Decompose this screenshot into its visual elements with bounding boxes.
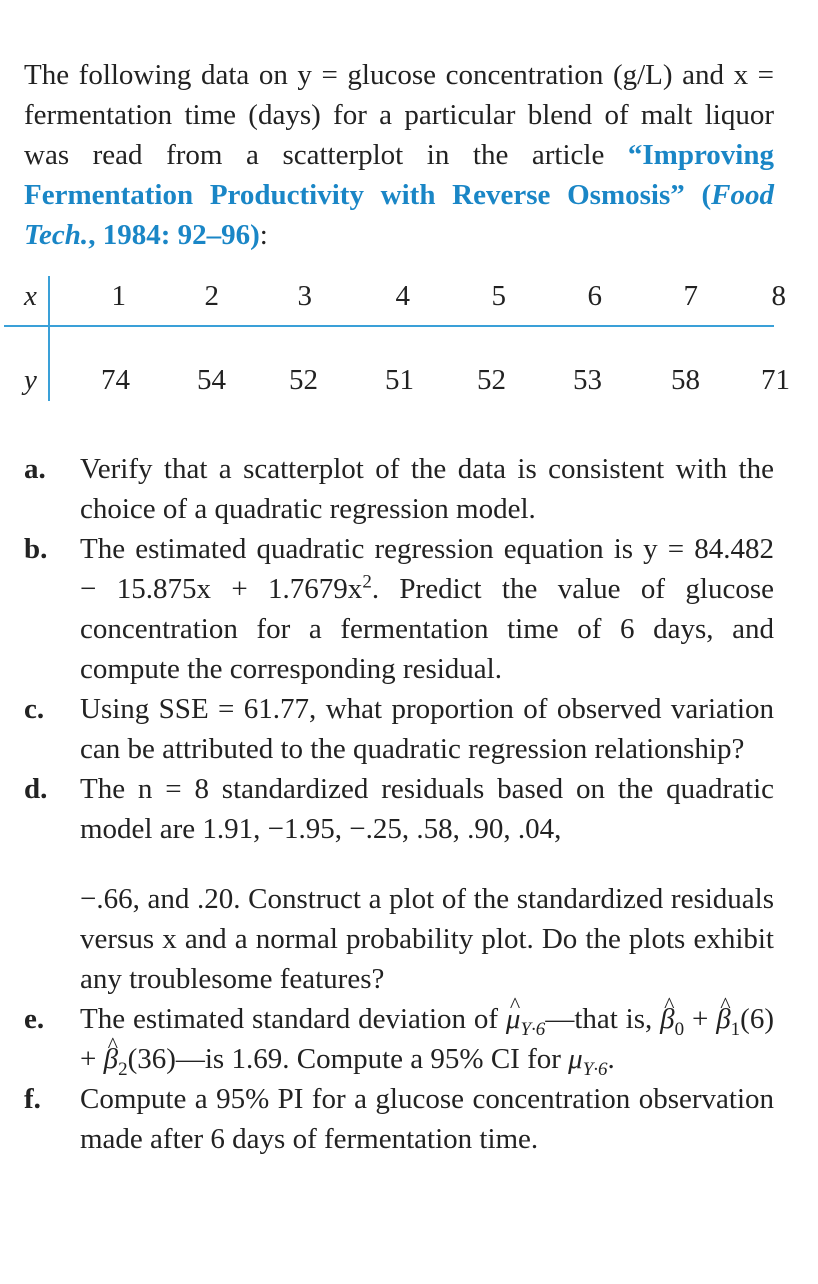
y-cell: 53 bbox=[573, 364, 602, 396]
y-cell: 52 bbox=[289, 364, 318, 396]
x-cell: 6 bbox=[587, 280, 602, 312]
beta-hat-symbol: ^ β bbox=[660, 999, 674, 1039]
citation-open: ( bbox=[684, 179, 712, 211]
spacer bbox=[80, 849, 774, 879]
question-marker: d. bbox=[24, 773, 48, 805]
question-c bbox=[24, 689, 774, 769]
beta-subscript: 1 bbox=[730, 1018, 741, 1040]
question-text: The estimated quadratic regression equation is y = 84.482 − 15.875x + 1.7679x bbox=[80, 533, 774, 605]
question-marker: e. bbox=[24, 1003, 45, 1035]
x-cell: 5 bbox=[491, 280, 506, 312]
y-cell: 51 bbox=[385, 364, 414, 396]
question-text: The estimated standard deviation of bbox=[80, 1003, 506, 1035]
question-marker: f. bbox=[24, 1083, 41, 1115]
beta-hat-symbol: ^ β bbox=[104, 1039, 118, 1079]
intro-colon: : bbox=[259, 219, 268, 251]
question-text-4: (36)—is 1.69. Compute a 95% CI for bbox=[127, 1043, 569, 1075]
question-text: Using SSE = 61.77, what proportion of observed variation can be attributed to the quadratic regression relationship? bbox=[80, 693, 774, 765]
beta-hat-symbol: ^ β bbox=[716, 999, 730, 1039]
table-divider-vertical bbox=[48, 276, 50, 401]
y-cell: 52 bbox=[477, 364, 506, 396]
mu-subscript: Y·6 bbox=[520, 1018, 546, 1040]
question-text: Compute a 95% PI for a glucose concentration observation made after 6 days of fermentation time. bbox=[80, 1083, 774, 1155]
y-cell: 54 bbox=[197, 364, 226, 396]
exponent: 2 bbox=[362, 571, 372, 593]
table-divider-horizontal bbox=[4, 325, 774, 327]
intro-paragraph bbox=[24, 55, 774, 255]
question-text-cont: −.66, and .20. Construct a plot of the standardized residuals versus x and a normal probability plot. Do the plots exhibit any troublesome features? bbox=[80, 883, 774, 995]
question-marker: c. bbox=[24, 693, 45, 725]
citation-journal: Food Tech. bbox=[24, 179, 774, 251]
question-d bbox=[24, 769, 774, 999]
question-text-cont: . Predict the value of glucose concentration for a fermentation time of 6 days, and compute the corresponding residual. bbox=[80, 573, 774, 685]
y-cell: 74 bbox=[101, 364, 130, 396]
x-cell: 7 bbox=[683, 280, 698, 312]
question-marker: b. bbox=[24, 533, 48, 565]
mu-hat-symbol: ^ μ bbox=[506, 999, 521, 1039]
question-text: Verify that a scatterplot of the data is consistent with the choice of a quadratic regression model. bbox=[80, 453, 774, 525]
x-cell: 1 bbox=[111, 280, 126, 312]
mu-symbol: μ bbox=[568, 1043, 583, 1075]
beta-subscript: 2 bbox=[118, 1058, 128, 1080]
x-cell: 8 bbox=[771, 280, 786, 312]
x-cell: 2 bbox=[204, 280, 219, 312]
beta-subscript: 0 bbox=[674, 1018, 685, 1040]
data-table bbox=[24, 280, 790, 410]
question-b bbox=[24, 529, 774, 689]
question-list bbox=[24, 449, 774, 1159]
x-cell: 4 bbox=[395, 280, 410, 312]
question-text: The n = 8 standardized residuals based on the quadratic model are 1.91, −1.95, −.25, .58, .90, .04, bbox=[80, 773, 774, 845]
y-cell: 71 bbox=[761, 364, 790, 396]
x-row-label: x bbox=[24, 280, 37, 312]
question-a bbox=[24, 449, 774, 529]
intro-text: The following data on y = glucose concentration (g/L) and x = fermentation time (days) for a particular blend of malt liquor was read from a scatterplot in the article bbox=[24, 59, 774, 171]
period: . bbox=[607, 1043, 615, 1075]
question-text-3: (6) + bbox=[80, 1003, 774, 1075]
plus-sign: + bbox=[684, 1003, 717, 1035]
citation-title: “Improving Fermentation Productivity with Reverse Osmosis” bbox=[24, 139, 774, 211]
question-text-2: —that is, bbox=[545, 1003, 661, 1035]
y-cell: 58 bbox=[671, 364, 700, 396]
mu-subscript: Y·6 bbox=[582, 1058, 608, 1080]
question-marker: a. bbox=[24, 453, 46, 485]
citation-rest: , 1984: 92–96) bbox=[88, 219, 260, 251]
x-cell: 3 bbox=[297, 280, 312, 312]
question-f bbox=[24, 1079, 774, 1159]
question-e bbox=[24, 999, 774, 1079]
y-row-label: y bbox=[24, 364, 37, 396]
